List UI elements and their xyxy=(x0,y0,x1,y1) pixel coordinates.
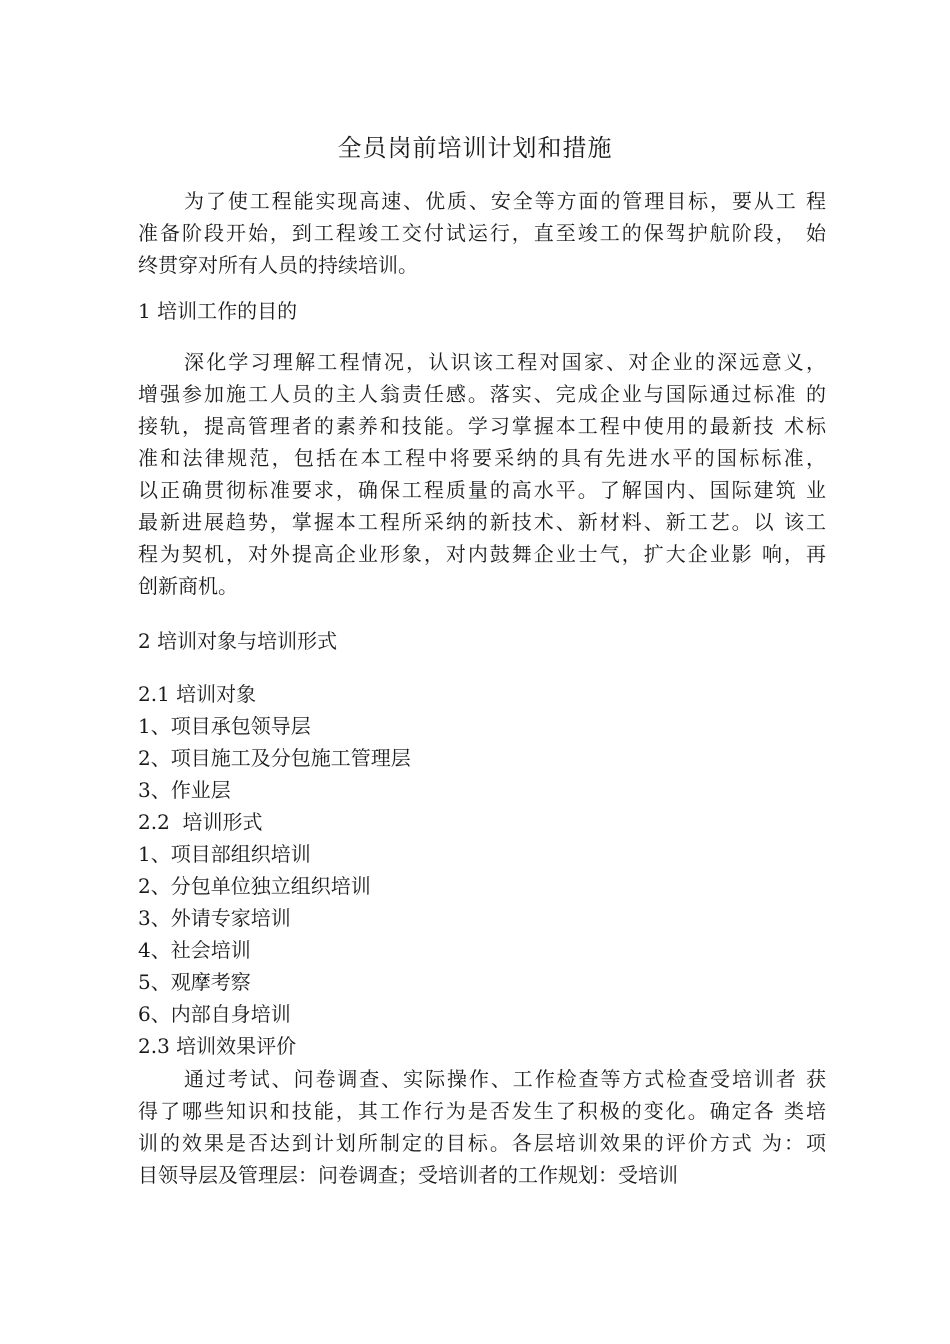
purpose-line: 程为契机，对外提高企业形象，对内鼓舞企业士气，扩大企业影 响，再 xyxy=(138,542,826,566)
purpose-line: 创新商机。 xyxy=(138,574,238,598)
section-heading-targets: 2 培训对象与培训形式 xyxy=(138,629,338,653)
intro-paragraph xyxy=(138,185,826,281)
list-item: 2、分包单位独立组织培训 xyxy=(138,874,371,898)
list-item: 2.2 培训形式 xyxy=(138,810,263,834)
training-list xyxy=(138,678,826,1062)
purpose-line: 深化学习理解工程情况，认识该工程对国家、对企业的深远意义， xyxy=(184,350,826,374)
evaluation-line: 训的效果是否达到计划所制定的目标。各层培训效果的评价方式 为：项 xyxy=(138,1131,826,1155)
purpose-line: 最新进展趋势，掌握本工程所采纳的新技术、新材料、新工艺。以 该工 xyxy=(138,510,826,534)
list-item: 3、外请专家培训 xyxy=(138,906,291,930)
purpose-line: 增强参加施工人员的主人翁责任感。落实、完成企业与国际通过标准 的 xyxy=(138,382,826,406)
evaluation-paragraph xyxy=(138,1063,826,1191)
purpose-line: 接轨，提高管理者的素养和技能。学习掌握本工程中使用的最新技 术标 xyxy=(138,414,826,438)
intro-line: 为了使工程能实现高速、优质、安全等方面的管理目标，要从工 程 xyxy=(184,189,826,213)
list-item: 1、项目承包领导层 xyxy=(138,714,311,738)
purpose-paragraph xyxy=(138,346,826,602)
list-item: 6、内部自身培训 xyxy=(138,1002,291,1026)
list-item: 2.3 培训效果评价 xyxy=(138,1034,297,1058)
intro-line: 准备阶段开始，到工程竣工交付试运行，直至竣工的保驾护航阶段， 始 xyxy=(138,221,826,245)
evaluation-line: 得了哪些知识和技能，其工作行为是否发生了积极的变化。确定各 类培 xyxy=(138,1099,826,1123)
evaluation-line: 目领导层及管理层：问卷调查；受培训者的工作规划：受培训 xyxy=(138,1163,678,1187)
document-title: 全员岗前培训计划和措施 xyxy=(337,134,613,162)
list-item: 1、项目部组织培训 xyxy=(138,842,311,866)
list-item: 2、项目施工及分包施工管理层 xyxy=(138,746,411,770)
list-item: 3、作业层 xyxy=(138,778,231,802)
intro-line: 终贯穿对所有人员的持续培训。 xyxy=(138,253,418,277)
list-item: 2.1 培训对象 xyxy=(138,682,257,706)
list-item: 5、观摩考察 xyxy=(138,970,251,994)
section-heading-purpose: 1 培训工作的目的 xyxy=(138,299,298,323)
list-item: 4、社会培训 xyxy=(138,938,251,962)
purpose-line: 准和法律规范，包括在本工程中将要采纳的具有先进水平的国标标准， xyxy=(138,446,826,470)
purpose-line: 以正确贯彻标准要求，确保工程质量的高水平。了解国内、国际建筑 业 xyxy=(138,478,826,502)
evaluation-line: 通过考试、问卷调查、实际操作、工作检查等方式检查受培训者 获 xyxy=(184,1067,826,1091)
